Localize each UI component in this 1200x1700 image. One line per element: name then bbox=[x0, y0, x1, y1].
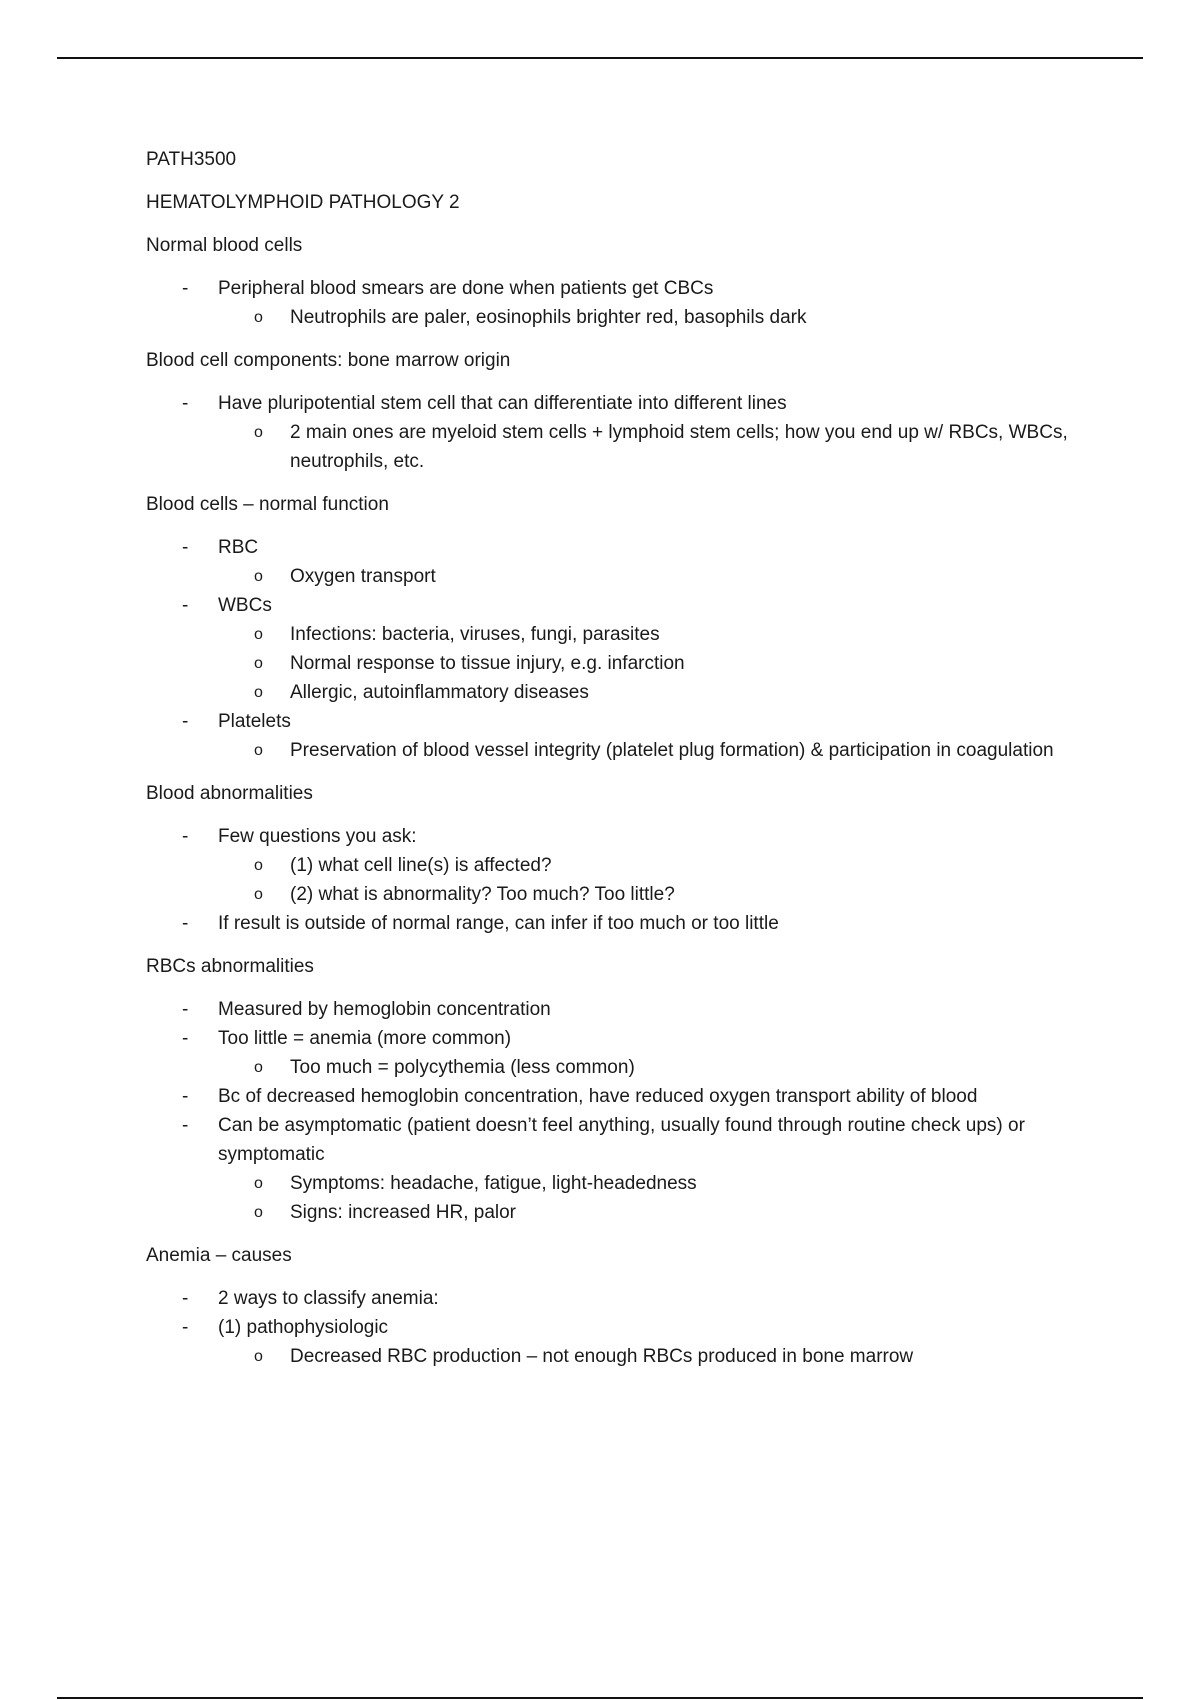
dash-bullet-icon: - bbox=[182, 278, 189, 299]
bullet-text: 2 main ones are myeloid stem cells + lymphoid stem cells; how you end up w/ RBCs, WBCs, neutrophils, etc. bbox=[290, 422, 1068, 472]
bullet-item bbox=[146, 591, 1096, 620]
bullet-item bbox=[146, 1284, 1096, 1313]
circle-bullet-icon: o bbox=[254, 424, 263, 441]
bullet-text: Peripheral blood smears are done when patients get CBCs bbox=[218, 278, 714, 299]
dash-bullet-icon: - bbox=[182, 826, 189, 847]
circle-bullet-icon: o bbox=[254, 568, 263, 585]
section-heading: Blood abnormalities bbox=[146, 783, 313, 804]
circle-bullet-icon: o bbox=[254, 886, 263, 903]
sub-bullet-item bbox=[146, 418, 1096, 476]
document-body bbox=[146, 145, 1096, 1385]
bullet-text: Preservation of blood vessel integrity (platelet plug formation) & participation in coagulation bbox=[290, 740, 1054, 761]
dash-bullet-icon: - bbox=[182, 913, 189, 934]
sub-bullet-item bbox=[146, 1198, 1096, 1227]
dash-bullet-icon: - bbox=[182, 711, 189, 732]
dash-bullet-icon: - bbox=[182, 1288, 189, 1309]
bullet-text: Normal response to tissue injury, e.g. infarction bbox=[290, 653, 685, 674]
bullet-list bbox=[146, 533, 1096, 765]
circle-bullet-icon: o bbox=[254, 1175, 263, 1192]
bullet-text: Too little = anemia (more common) bbox=[218, 1028, 512, 1049]
dash-bullet-icon: - bbox=[182, 1086, 189, 1107]
bullet-text: Symptoms: headache, fatigue, light-headedness bbox=[290, 1173, 697, 1194]
header-rule bbox=[57, 57, 1143, 59]
bullet-list bbox=[146, 995, 1096, 1227]
bullet-text: WBCs bbox=[218, 595, 272, 616]
dash-bullet-icon: - bbox=[182, 999, 189, 1020]
section-heading: Anemia – causes bbox=[146, 1245, 292, 1266]
circle-bullet-icon: o bbox=[254, 857, 263, 874]
bullet-text: Too much = polycythemia (less common) bbox=[290, 1057, 635, 1078]
bullet-text: Platelets bbox=[218, 711, 291, 732]
bullet-item bbox=[146, 1082, 1096, 1111]
circle-bullet-icon: o bbox=[254, 309, 263, 326]
section-heading: Blood cells – normal function bbox=[146, 494, 389, 515]
document-title: HEMATOLYMPHOID PATHOLOGY 2 bbox=[146, 192, 460, 213]
bullet-item bbox=[146, 389, 1096, 418]
bullet-item bbox=[146, 707, 1096, 736]
bullet-item bbox=[146, 909, 1096, 938]
bullet-item bbox=[146, 1313, 1096, 1342]
sub-bullet-item bbox=[146, 620, 1096, 649]
section-heading: RBCs abnormalities bbox=[146, 956, 314, 977]
circle-bullet-icon: o bbox=[254, 1348, 263, 1365]
bullet-text: If result is outside of normal range, can infer if too much or too little bbox=[218, 913, 779, 934]
bullet-list bbox=[146, 1284, 1096, 1371]
sub-bullet-item bbox=[146, 1342, 1096, 1371]
bullet-item bbox=[146, 995, 1096, 1024]
sub-bullet-item bbox=[146, 851, 1096, 880]
course-code: PATH3500 bbox=[146, 149, 237, 170]
bullet-item bbox=[146, 274, 1096, 303]
circle-bullet-icon: o bbox=[254, 626, 263, 643]
section-heading: Normal blood cells bbox=[146, 235, 303, 256]
bullet-text: Signs: increased HR, palor bbox=[290, 1202, 516, 1223]
circle-bullet-icon: o bbox=[254, 1059, 263, 1076]
sub-bullet-item bbox=[146, 649, 1096, 678]
sub-bullet-item bbox=[146, 736, 1096, 765]
bullet-text: Oxygen transport bbox=[290, 566, 436, 587]
bullet-list bbox=[146, 822, 1096, 938]
sub-bullet-item bbox=[146, 562, 1096, 591]
dash-bullet-icon: - bbox=[182, 537, 189, 558]
bullet-text: Infections: bacteria, viruses, fungi, parasites bbox=[290, 624, 660, 645]
bullet-text: (2) what is abnormality? Too much? Too little? bbox=[290, 884, 675, 905]
section-heading: Blood cell components: bone marrow origin bbox=[146, 350, 511, 371]
dash-bullet-icon: - bbox=[182, 595, 189, 616]
bullet-text: Neutrophils are paler, eosinophils brighter red, basophils dark bbox=[290, 307, 807, 328]
circle-bullet-icon: o bbox=[254, 684, 263, 701]
dash-bullet-icon: - bbox=[182, 393, 189, 414]
bullet-text: Measured by hemoglobin concentration bbox=[218, 999, 551, 1020]
sub-bullet-item bbox=[146, 303, 1096, 332]
footer-rule bbox=[57, 1697, 1143, 1699]
bullet-item bbox=[146, 1024, 1096, 1053]
sub-bullet-item bbox=[146, 678, 1096, 707]
bullet-text: Few questions you ask: bbox=[218, 826, 417, 847]
bullet-item bbox=[146, 533, 1096, 562]
bullet-list bbox=[146, 389, 1096, 476]
bullet-text: 2 ways to classify anemia: bbox=[218, 1288, 439, 1309]
bullet-text: (1) what cell line(s) is affected? bbox=[290, 855, 552, 876]
dash-bullet-icon: - bbox=[182, 1028, 189, 1049]
circle-bullet-icon: o bbox=[254, 742, 263, 759]
bullet-text: (1) pathophysiologic bbox=[218, 1317, 389, 1338]
dash-bullet-icon: - bbox=[182, 1115, 189, 1136]
bullet-text: Bc of decreased hemoglobin concentration, have reduced oxygen transport ability of blood bbox=[218, 1086, 978, 1107]
circle-bullet-icon: o bbox=[254, 1204, 263, 1221]
bullet-text: Allergic, autoinflammatory diseases bbox=[290, 682, 589, 703]
sub-bullet-item bbox=[146, 880, 1096, 909]
bullet-item bbox=[146, 822, 1096, 851]
sub-bullet-item bbox=[146, 1053, 1096, 1082]
sub-bullet-item bbox=[146, 1169, 1096, 1198]
circle-bullet-icon: o bbox=[254, 655, 263, 672]
bullet-item bbox=[146, 1111, 1096, 1169]
bullet-text: Have pluripotential stem cell that can differentiate into different lines bbox=[218, 393, 787, 414]
bullet-text: RBC bbox=[218, 537, 259, 558]
dash-bullet-icon: - bbox=[182, 1317, 189, 1338]
bullet-text: Can be asymptomatic (patient doesn’t feel anything, usually found through routine check ups) or symptomatic bbox=[218, 1115, 1025, 1165]
bullet-text: Decreased RBC production – not enough RBCs produced in bone marrow bbox=[290, 1346, 914, 1367]
bullet-list bbox=[146, 274, 1096, 332]
